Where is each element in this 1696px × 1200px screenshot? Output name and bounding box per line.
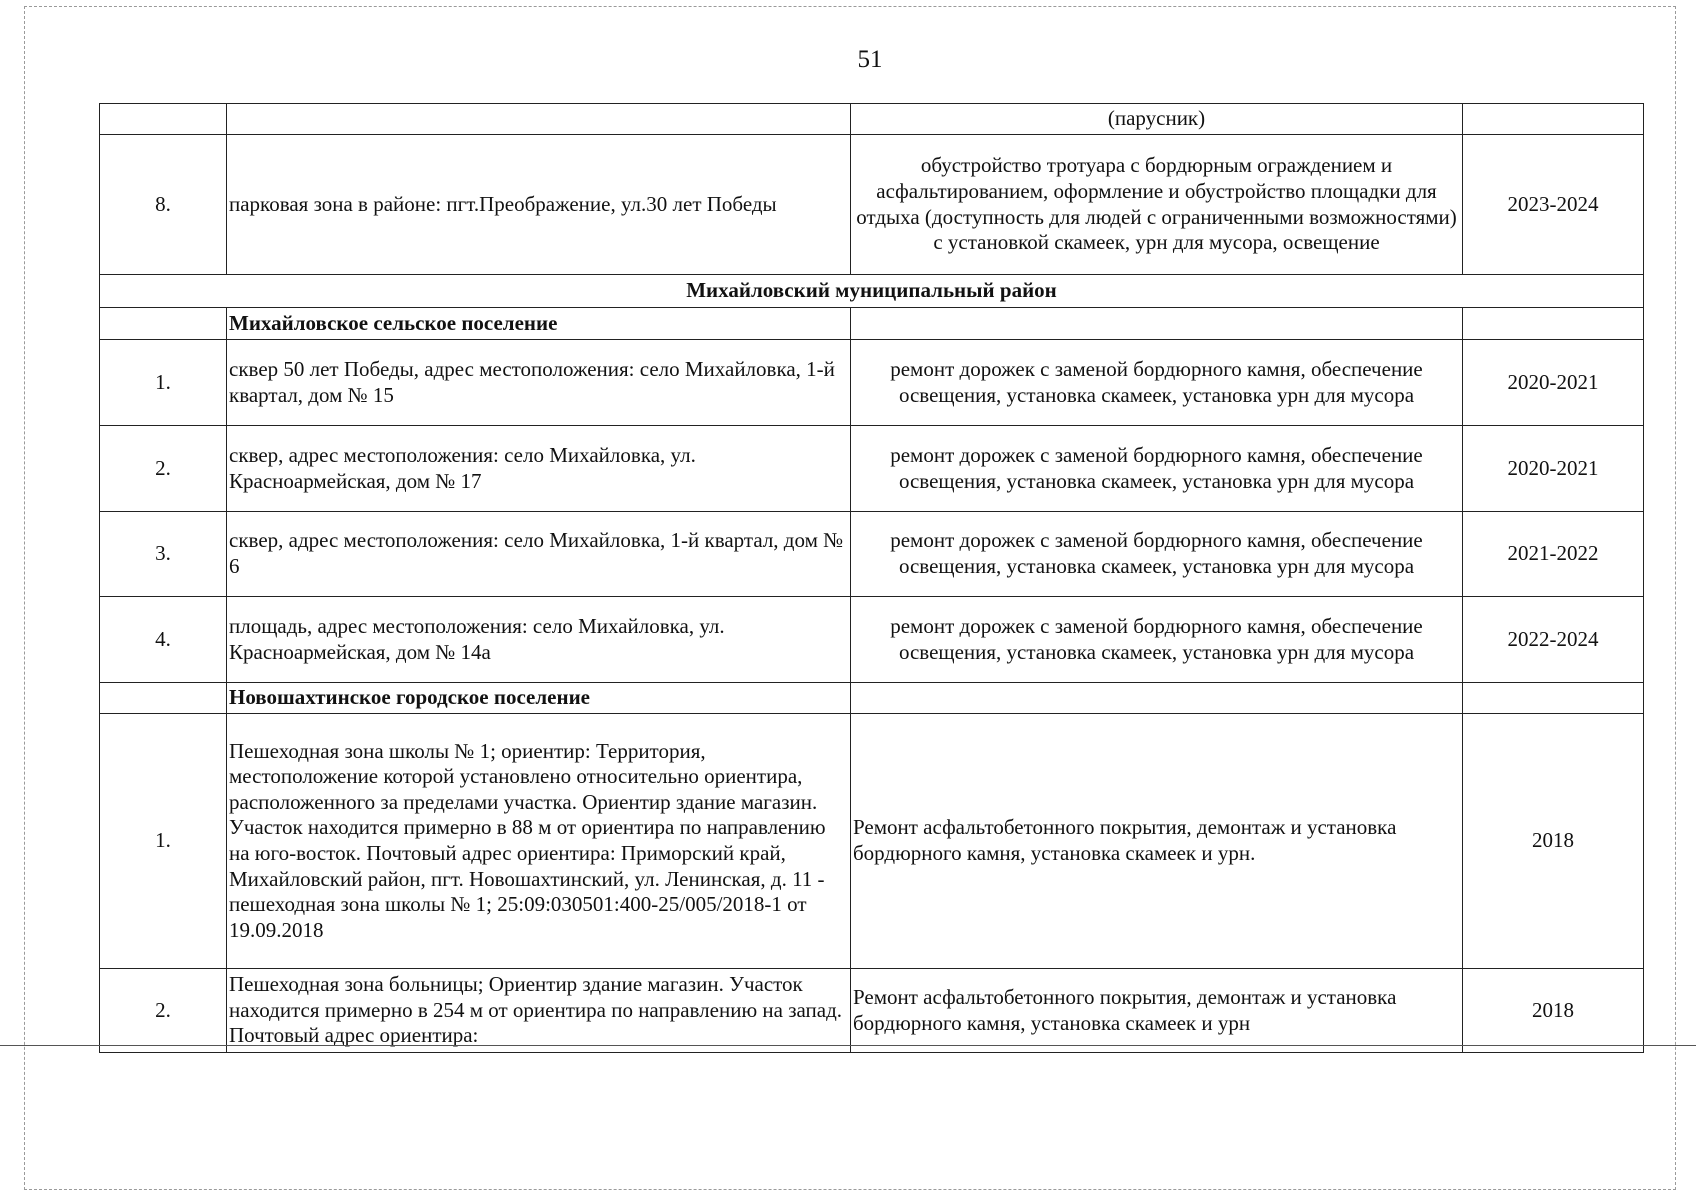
row-number: 2. bbox=[100, 969, 227, 1053]
work-cell: Ремонт асфальтобетонного покрытия, демонтаж и установка бордюрного камня, установка скамеек и урн. bbox=[851, 714, 1463, 969]
work-cell: обустройство тротуара с бордюрным ограждением и асфальтированием, оформление и обустройство площадки для отдыха (доступность для людей с ограниченными возможностями) с установкой скамеек, урн для мусора, освещение bbox=[851, 135, 1463, 275]
year-cell bbox=[1463, 308, 1644, 340]
settlement-heading: Новошахтинское городское поселение bbox=[227, 683, 851, 714]
object-cell: Пешеходная зона школы № 1; ориентир: Территория, местоположение которой установлено относительно ориентира, расположенного за пределами участка. Ориентир здание магазин. Участок находится примерно в 88 м от ориентира по направлению на юго-восток. Почтовый адрес ориентира: Приморский край, Михайловский район, пгт. Новошахтинский, ул. Ленинская, д. 11 - пешеходная зона школы № 1; 25:09:030501:400-25/005/2018-1 от 19.09.2018 bbox=[227, 714, 851, 969]
work-cell: ремонт дорожек с заменой бордюрного камня, обеспечение освещения, установка скамеек, установка урн для мусора bbox=[851, 340, 1463, 426]
object-cell: Пешеходная зона больницы; Ориентир здание магазин. Участок находится примерно в 254 м от ориентира по направлению на запад. Почтовый адрес ориентира: bbox=[227, 969, 851, 1053]
object-cell: сквер, адрес местоположения: село Михайловка, 1-й квартал, дом № 6 bbox=[227, 512, 851, 597]
table-row bbox=[100, 714, 1644, 969]
settlement-heading: Михайловское сельское поселение bbox=[227, 308, 851, 340]
row-number: 8. bbox=[100, 135, 227, 275]
table-row bbox=[100, 426, 1644, 512]
year-cell: 2021-2022 bbox=[1463, 512, 1644, 597]
row-number: 1. bbox=[100, 340, 227, 426]
row-number bbox=[100, 104, 227, 135]
work-cell: (парусник) bbox=[851, 104, 1463, 135]
object-cell: сквер, адрес местоположения: село Михайловка, ул. Красноармейская, дом № 17 bbox=[227, 426, 851, 512]
district-row bbox=[100, 275, 1644, 308]
scan-frame-right bbox=[1675, 6, 1676, 1190]
row-number bbox=[100, 308, 227, 340]
table-row bbox=[100, 597, 1644, 683]
year-cell: 2022-2024 bbox=[1463, 597, 1644, 683]
settlement-row bbox=[100, 683, 1644, 714]
object-cell bbox=[227, 104, 851, 135]
object-cell: парковая зона в районе: пгт.Преображение, ул.30 лет Победы bbox=[227, 135, 851, 275]
improvement-table bbox=[99, 103, 1644, 1053]
row-number: 1. bbox=[100, 714, 227, 969]
scan-frame-left bbox=[24, 6, 25, 1190]
object-cell: площадь, адрес местоположения: село Михайловка, ул. Красноармейская, дом № 14а bbox=[227, 597, 851, 683]
work-cell bbox=[851, 308, 1463, 340]
scan-frame-bottom bbox=[24, 1189, 1676, 1190]
district-heading: Михайловский муниципальный район bbox=[100, 275, 1644, 308]
table-row bbox=[100, 969, 1644, 1053]
work-cell-split bbox=[851, 683, 1463, 714]
work-cell: Ремонт асфальтобетонного покрытия, демонтаж и установка бордюрного камня, установка скамеек и урн bbox=[851, 969, 1463, 1053]
year-cell: 2023-2024 bbox=[1463, 135, 1644, 275]
year-cell bbox=[1463, 104, 1644, 135]
table-row bbox=[100, 340, 1644, 426]
settlement-row bbox=[100, 308, 1644, 340]
work-cell: ремонт дорожек с заменой бордюрного камня, обеспечение освещения, установка скамеек, установка урн для мусора bbox=[851, 426, 1463, 512]
scan-frame-top bbox=[24, 6, 1676, 7]
table-row bbox=[100, 135, 1644, 275]
page-cut-line bbox=[0, 1045, 1696, 1046]
work-cell: ремонт дорожек с заменой бордюрного камня, обеспечение освещения, установка скамеек, установка урн для мусора bbox=[851, 597, 1463, 683]
object-cell: сквер 50 лет Победы, адрес местоположения: село Михайловка, 1-й квартал, дом № 15 bbox=[227, 340, 851, 426]
page-number: 51 bbox=[857, 46, 883, 73]
row-number: 4. bbox=[100, 597, 227, 683]
work-cell: ремонт дорожек с заменой бордюрного камня, обеспечение освещения, установка скамеек, установка урн для мусора bbox=[851, 512, 1463, 597]
row-number bbox=[100, 683, 227, 714]
table-row bbox=[100, 104, 1644, 135]
year-cell: 2018 bbox=[1463, 714, 1644, 969]
year-cell: 2018 bbox=[1463, 969, 1644, 1053]
table-row bbox=[100, 512, 1644, 597]
year-cell: 2020-2021 bbox=[1463, 426, 1644, 512]
year-cell: 2020-2021 bbox=[1463, 340, 1644, 426]
row-number: 2. bbox=[100, 426, 227, 512]
row-number: 3. bbox=[100, 512, 227, 597]
year-cell bbox=[1463, 683, 1644, 714]
